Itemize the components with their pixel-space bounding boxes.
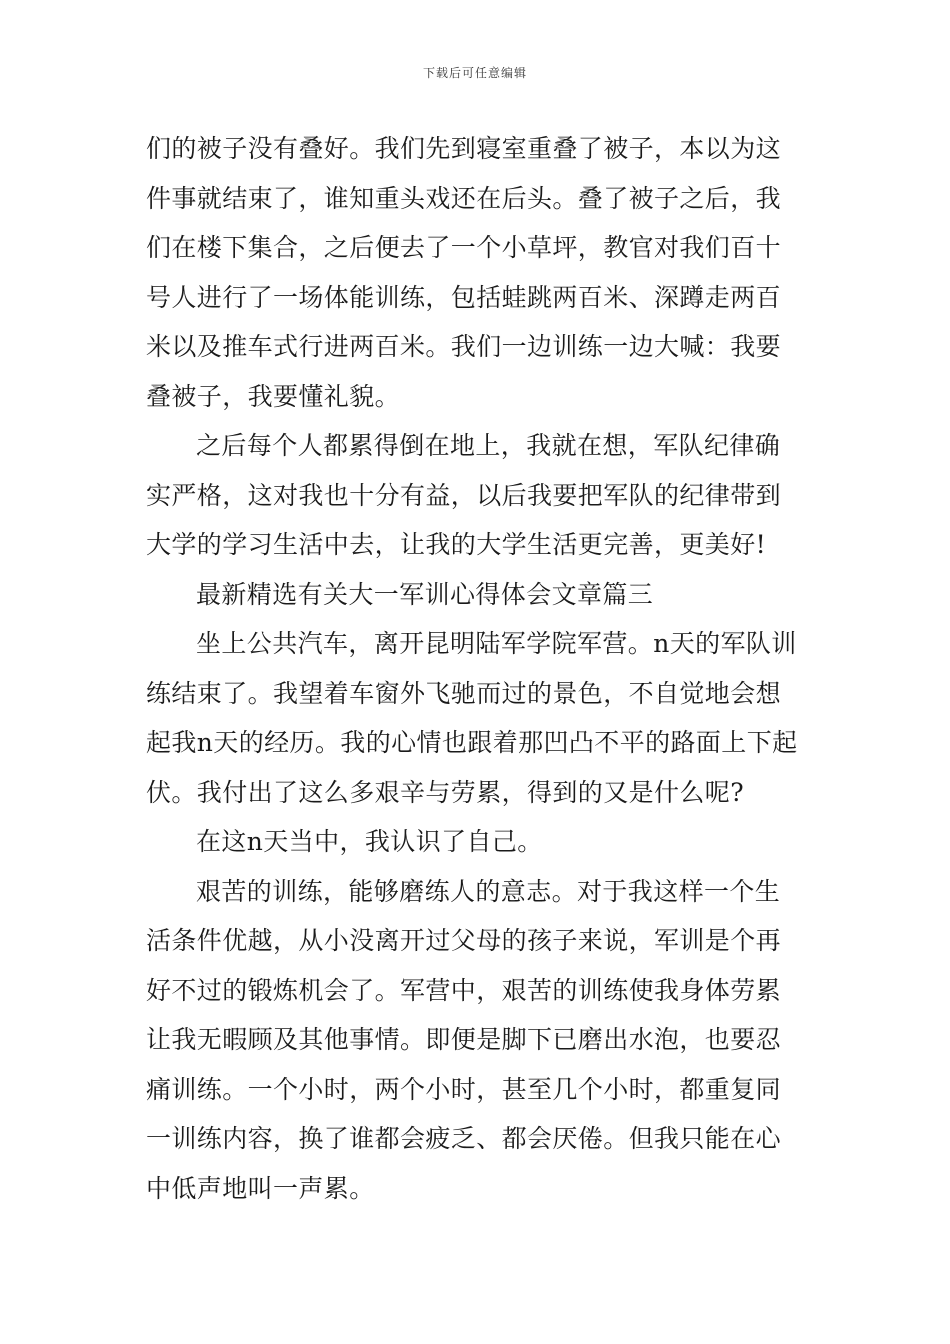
text-line: 们的被子没有叠好。我们先到寝室重叠了被子，本以为这: [146, 134, 782, 163]
text-line: 好不过的锻炼机会了。军营中，艰苦的训练使我身体劳累: [146, 975, 782, 1005]
text-line: 们在楼下集合，之后便去了一个小草坪，教官对我们百十: [146, 233, 782, 262]
document-body: [146, 124, 808, 1213]
text-line: 最新精选有关大一军训心得体会文章篇三: [196, 579, 654, 609]
text-line: 在这n天当中，我认识了自己。: [196, 827, 543, 856]
text-line: 伏。我付出了这么多艰辛与劳累，得到的又是什么呢?: [146, 777, 745, 807]
text-line: 活条件优越，从小没离开过父母的孩子来说，军训是个再: [146, 926, 782, 955]
text-line: 坐上公共汽车，离开昆明陆军学院军营。n天的军队训: [196, 629, 797, 658]
text-line: 练结束了。我望着车窗外飞驰而过的景色，不自觉地会想: [146, 678, 782, 708]
text-line: 件事就结束了，谁知重头戏还在后头。叠了被子之后，我: [146, 183, 782, 213]
text-line: 起我n天的经历。我的心情也跟着那凹凸不平的路面上下起: [146, 728, 798, 757]
text-line: 之后每个人都累得倒在地上，我就在想，军队纪律确: [196, 431, 781, 460]
text-line: 米以及推车式行进两百米。我们一边训练一边大喊：我要: [146, 332, 782, 361]
text-line: 实严格，这对我也十分有益，以后我要把军队的纪律带到: [146, 480, 782, 510]
text-line: 号人进行了一场体能训练，包括蛙跳两百米、深蹲走两百: [146, 282, 782, 312]
text-line: 叠被子，我要懂礼貌。: [146, 381, 401, 411]
text-line: 让我无暇顾及其他事情。即便是脚下已磨出水泡，也要忍: [146, 1025, 782, 1054]
text-line: 一训练内容，换了谁都会疲乏、都会厌倦。但我只能在心: [146, 1124, 782, 1153]
text-line: 中低声地叫一声累。: [146, 1173, 375, 1203]
page-header: 下载后可任意编辑: [422, 66, 527, 80]
text-line: 大学的学习生活中去，让我的大学生活更完善，更美好!: [146, 530, 767, 559]
text-line: 艰苦的训练，能够磨练人的意志。对于我这样一个生: [196, 876, 781, 906]
text-line: 痛训练。一个小时，两个小时，甚至几个小时，都重复同: [146, 1074, 782, 1104]
